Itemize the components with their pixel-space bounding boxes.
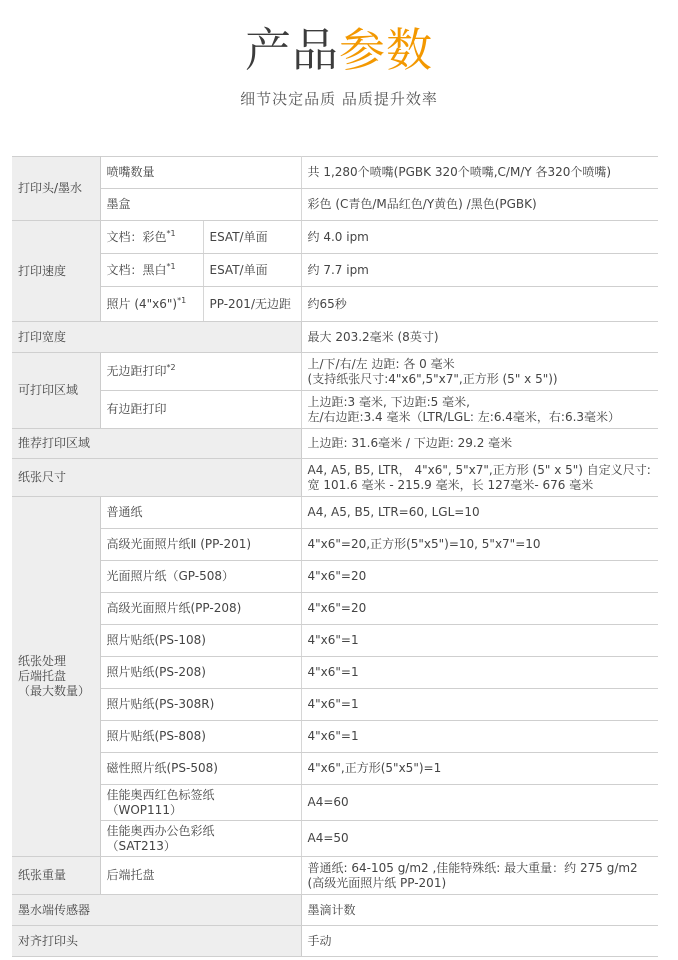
nozzles-label: 喷嘴数量 bbox=[100, 157, 301, 189]
paper-item-value: A4=60 bbox=[301, 785, 658, 821]
paper-item-label: 普通纸 bbox=[100, 497, 301, 529]
paper-item-value: 4"x6"=20 bbox=[301, 561, 658, 593]
paper-item-label-line-2: （SAT213） bbox=[106, 838, 176, 853]
paper-weight-value bbox=[301, 857, 658, 895]
table-row bbox=[12, 221, 658, 254]
borderless-label bbox=[100, 353, 301, 391]
title-part-dark: 产品 bbox=[245, 23, 339, 77]
table-row bbox=[12, 287, 658, 322]
photo-mode: PP-201/无边距 bbox=[203, 287, 301, 322]
category-paper-handling bbox=[12, 497, 100, 857]
doc-color-text: 文档：彩色 bbox=[106, 229, 167, 244]
paper-item-value: 4"x6"=1 bbox=[301, 721, 658, 753]
table-row bbox=[12, 721, 658, 753]
paper-weight-label: 后端托盘 bbox=[100, 857, 301, 895]
paper-handling-line-1: 纸张处理 bbox=[18, 654, 67, 668]
ink-value: 彩色 (C青色/M品红色/Y黄色) /黑色(PGBK) bbox=[301, 189, 658, 221]
table-row bbox=[12, 895, 658, 926]
table-row bbox=[12, 322, 658, 353]
table-row bbox=[12, 157, 658, 189]
table-row bbox=[12, 926, 658, 957]
table-row bbox=[12, 689, 658, 721]
table-row bbox=[12, 497, 658, 529]
table-row bbox=[12, 189, 658, 221]
borderless-line-1: 上/下/右/左 边距: 各 0 毫米 bbox=[307, 356, 455, 371]
paper-item-label: 磁性照片纸(PS-508) bbox=[100, 753, 301, 785]
table-row bbox=[12, 353, 658, 391]
table-row bbox=[12, 753, 658, 785]
table-row bbox=[12, 561, 658, 593]
category-print-width: 打印宽度 bbox=[12, 322, 301, 353]
doc-bw-label bbox=[100, 254, 203, 287]
paper-item-label-line-1: 佳能奥西红色标签纸 bbox=[106, 787, 215, 802]
paper-item-label bbox=[100, 821, 301, 857]
paper-handling-line-3: （最大数量） bbox=[18, 684, 91, 698]
table-row bbox=[12, 429, 658, 459]
category-head-alignment: 对齐打印头 bbox=[12, 926, 301, 957]
category-paper-size: 纸张尺寸 bbox=[12, 459, 301, 497]
doc-bw-mode: ESAT/单面 bbox=[203, 254, 301, 287]
category-printable-area: 可打印区域 bbox=[12, 353, 100, 429]
category-ink-sensor: 墨水端传感器 bbox=[12, 895, 301, 926]
doc-bw-value: 约 7.7 ipm bbox=[301, 254, 658, 287]
doc-color-value: 约 4.0 ipm bbox=[301, 221, 658, 254]
paper-item-value: A4=50 bbox=[301, 821, 658, 857]
borderless-line-2: (支持纸张尺寸:4"x6",5"x7",正方形 (5" x 5")) bbox=[307, 371, 558, 386]
paper-item-label-line-1: 佳能奥西办公色彩纸 bbox=[106, 823, 215, 838]
photo-text: 照片 (4"x6") bbox=[106, 296, 178, 311]
paper-item-value: 4"x6"=20 bbox=[301, 593, 658, 625]
table-row bbox=[12, 529, 658, 561]
bordered-line-2: 左/右边距:3.4 毫米（LTR/LGL: 左:6.4毫米，右:6.3毫米） bbox=[307, 409, 621, 424]
table-row bbox=[12, 254, 658, 287]
table-row bbox=[12, 459, 658, 497]
doc-color-label bbox=[100, 221, 203, 254]
photo-label bbox=[100, 287, 203, 322]
paper-item-value: 4"x6"=20,正方形(5"x5")=10, 5"x7"=10 bbox=[301, 529, 658, 561]
paper-handling-line-2: 后端托盘 bbox=[18, 669, 67, 683]
paper-item-label: 高级光面照片纸(PP-208) bbox=[100, 593, 301, 625]
paper-item-label: 照片贴纸(PS-108) bbox=[100, 625, 301, 657]
paper-item-label: 照片贴纸(PS-208) bbox=[100, 657, 301, 689]
paper-item-label: 高级光面照片纸Ⅱ (PP-201) bbox=[100, 529, 301, 561]
category-print-speed: 打印速度 bbox=[12, 221, 100, 322]
table-row bbox=[12, 625, 658, 657]
head-alignment-value: 手动 bbox=[301, 926, 658, 957]
doc-bw-text: 文档：黑白 bbox=[106, 262, 167, 277]
paper-item-label bbox=[100, 785, 301, 821]
table-row bbox=[12, 657, 658, 689]
ink-sensor-value: 墨滴计数 bbox=[301, 895, 658, 926]
photo-value: 约65秒 bbox=[301, 287, 658, 322]
paper-item-label-line-2: （WOP111） bbox=[106, 802, 182, 817]
footnote-mark: *1 bbox=[166, 228, 176, 238]
paper-item-label: 照片贴纸(PS-808) bbox=[100, 721, 301, 753]
paper-weight-line-2: (高级光面照片纸 PP-201) bbox=[307, 875, 447, 890]
spec-table bbox=[12, 156, 658, 957]
recommended-area-value: 上边距: 31.6毫米 / 下边距: 29.2 毫米 bbox=[301, 429, 658, 459]
category-print-head: 打印头/墨水 bbox=[12, 157, 100, 221]
title-part-orange: 参数 bbox=[339, 23, 433, 77]
table-row bbox=[12, 391, 658, 429]
footnote-mark: *1 bbox=[166, 261, 176, 271]
paper-size-line-1: A4, A5, B5, LTR， 4"x6", 5"x7",正方形 (5" x 5") 自定义尺寸: bbox=[307, 462, 651, 477]
paper-size-value bbox=[301, 459, 658, 497]
borderless-value bbox=[301, 353, 658, 391]
bordered-value bbox=[301, 391, 658, 429]
table-row bbox=[12, 821, 658, 857]
table-row bbox=[12, 593, 658, 625]
paper-item-value: 4"x6"=1 bbox=[301, 689, 658, 721]
page-title bbox=[0, 18, 678, 82]
page-header bbox=[0, 0, 678, 150]
paper-item-label: 照片贴纸(PS-308R) bbox=[100, 689, 301, 721]
borderless-text: 无边距打印 bbox=[106, 364, 167, 378]
print-width-value: 最大 203.2毫米 (8英寸) bbox=[301, 322, 658, 353]
paper-item-value: A4, A5, B5, LTR=60, LGL=10 bbox=[301, 497, 658, 529]
nozzles-value: 共 1,280个喷嘴(PGBK 320个喷嘴,C/M/Y 各320个喷嘴) bbox=[301, 157, 658, 189]
page-subtitle: 细节决定品质 品质提升效率 bbox=[240, 90, 438, 108]
table-row bbox=[12, 857, 658, 895]
category-recommended-area: 推荐打印区域 bbox=[12, 429, 301, 459]
footnote-mark: *2 bbox=[166, 363, 176, 372]
category-paper-weight: 纸张重量 bbox=[12, 857, 100, 895]
paper-weight-line-1: 普通纸: 64-105 g/m2 ,佳能特殊纸: 最大重量：约 275 g/m2 bbox=[307, 860, 638, 875]
doc-color-mode: ESAT/单面 bbox=[203, 221, 301, 254]
footnote-mark: *1 bbox=[177, 295, 187, 305]
paper-item-value: 4"x6"=1 bbox=[301, 657, 658, 689]
paper-item-value: 4"x6",正方形(5"x5")=1 bbox=[301, 753, 658, 785]
paper-item-value: 4"x6"=1 bbox=[301, 625, 658, 657]
ink-label: 墨盒 bbox=[100, 189, 301, 221]
bordered-label: 有边距打印 bbox=[100, 391, 301, 429]
table-row bbox=[12, 785, 658, 821]
paper-size-line-2: 宽 101.6 毫米 - 215.9 毫米，长 127毫米- 676 毫米 bbox=[307, 477, 594, 492]
bordered-line-1: 上边距:3 毫米, 下边距:5 毫米, bbox=[307, 394, 470, 409]
paper-item-label: 光面照片纸（GP-508） bbox=[100, 561, 301, 593]
